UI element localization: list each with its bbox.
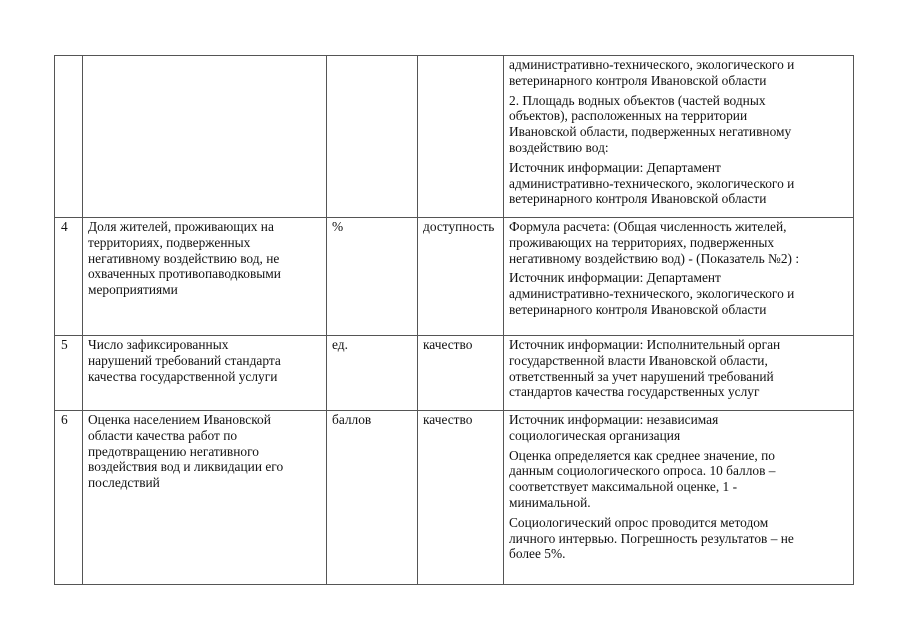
description-paragraph: Источник информации: независимая социологическая организация	[509, 412, 719, 443]
indicators-table	[54, 55, 854, 585]
indicator-name	[83, 56, 327, 218]
type-cell: доступность	[418, 218, 504, 336]
description-paragraph: административно-технического, экологического и ветеринарного контроля Ивановской области	[509, 57, 795, 88]
description-paragraph: Формула расчета: (Общая численность жителей, проживающих на территориях, подверженных негативному воздействию вод) - (Показатель №2) :	[509, 219, 800, 266]
row-number: 5	[55, 336, 83, 411]
table-row	[55, 336, 854, 411]
table-row	[55, 56, 854, 218]
type-cell: качество	[418, 336, 504, 411]
table-row	[55, 218, 854, 336]
type-cell	[418, 56, 504, 218]
unit-cell	[327, 56, 418, 218]
description-cell	[504, 336, 854, 411]
unit-cell: %	[327, 218, 418, 336]
description-paragraph: Оценка определяется как среднее значение, по данным социологического опроса. 10 баллов – соответствует максимальной оценке, 1 - минимальной.	[509, 447, 776, 510]
unit-cell: ед.	[327, 336, 418, 411]
indicator-name: Доля жителей, проживающих на территориях, подверженных негативному воздействию вод, не охваченных противопаводковыми мероприятиями	[83, 218, 327, 336]
description-paragraph: Социологический опрос проводится методом личного интервью. Погрешность результатов – не более 5%.	[509, 514, 794, 562]
table-row	[55, 411, 854, 585]
row-number: 4	[55, 218, 83, 336]
unit-cell: баллов	[327, 411, 418, 585]
description-paragraph: Источник информации: Исполнительный орган государственной власти Ивановской области, ответственный за учет нарушений требований стандартов качества государственных услуг	[509, 337, 781, 400]
type-cell: качество	[418, 411, 504, 585]
description-paragraph: 2. Площадь водных объектов (частей водных объектов), расположенных на территории Ивановской области, подверженных негативному воздействию вод:	[509, 92, 792, 155]
description-paragraph: Источник информации: Департамент административно-технического, экологического и ветеринарного контроля Ивановской области	[509, 159, 795, 207]
indicator-name: Оценка населением Ивановской области качества работ по предотвращению негативного воздействия вод и ликвидации его последствий	[83, 411, 327, 585]
description-cell	[504, 218, 854, 336]
description-paragraph: Источник информации: Департамент административно-технического, экологического и ветеринарного контроля Ивановской области	[509, 270, 795, 317]
description-cell	[504, 56, 854, 218]
row-number	[55, 56, 83, 218]
description-cell	[504, 411, 854, 585]
indicator-name: Число зафиксированных нарушений требований стандарта качества государственной услуги	[83, 336, 327, 411]
row-number: 6	[55, 411, 83, 585]
